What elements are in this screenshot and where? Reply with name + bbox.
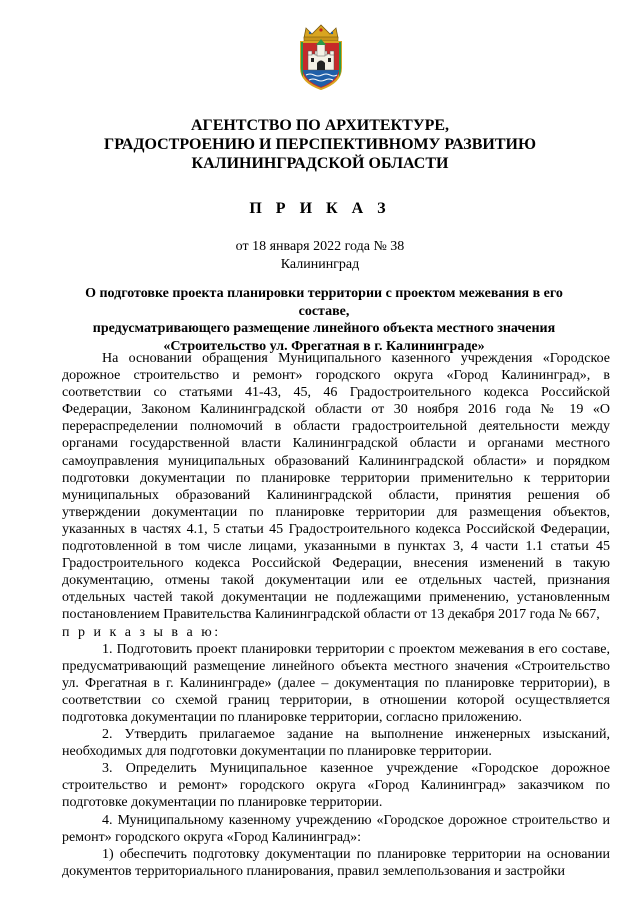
order-item-2: 2. Утвердить прилагаемое задание на выполнение инженерных изысканий, необходимых для подготовки документации по планировке территории.: [62, 727, 610, 760]
order-subject-line: О подготовке проекта планировки территории с проектом межевания в его составе,: [85, 286, 563, 319]
agency-name-line: КАЛИНИНГРАДСКОЙ ОБЛАСТИ: [191, 155, 449, 172]
order-date-number: от 18 января 2022 года № 38: [235, 239, 405, 254]
order-item-1: 1. Подготовить проект планировки территории с проектом межевания в его составе, предусматривающий размещение линейного объекта местного значения «Строительство ул. Фрегатная в г. Калининграде» (далее – документация по планировке территории), в соответствии со схемой границ территории, в отношении которой осуществляется подготовка документации по планировке территории, согласно приложению.: [62, 641, 610, 725]
order-subject-line: «Строительство ул. Фрегатная в г. Калининграде»: [163, 338, 485, 354]
order-date-block: [0, 238, 640, 274]
order-subject-line: предусматривающего размещение линейного объекта местного значения: [92, 321, 556, 336]
agency-name-line: ГРАДОСТРОЕНИЮ И ПЕРСПЕКТИВНОМУ РАЗВИТИЮ: [104, 136, 536, 153]
order-body: [62, 350, 610, 880]
agency-name: [60, 116, 580, 173]
order-item-4-1: 1) обеспечить подготовку документации по планировке территории на основании документов территориального планирования, правил землепользования и застройки: [62, 846, 610, 879]
order-item-3: 3. Определить Муниципальное казенное учреждение «Городское дорожное строительство и ремонт» городского округа «Город Калининград» заказчиком по подготовке документации по планировке территории.: [62, 761, 610, 811]
agency-name-line: АГЕНТСТВО ПО АРХИТЕКТУРЕ,: [190, 117, 450, 134]
order-city: Калининград: [280, 257, 360, 272]
order-item-4: 4. Муниципальному казенному учреждению «Городское дорожное строительство и ремонт» городского округа «Город Калининград»:: [62, 812, 610, 845]
kaliningrad-coat-of-arms-icon: [296, 24, 346, 90]
order-subject: [60, 285, 588, 355]
order-title: П Р И К А З: [249, 200, 391, 217]
preamble-paragraph: На основании обращения Муниципального казенного учреждения «Городское дорожное строительство и ремонт» городского округа «Город Калининград», в соответствии со статьями 41-43, 45, 46 Градостроительного кодекса Российской Федерации, Законом Калининградской области от 30 ноября 2016 года № 19 «О перераспределении полномочий в области градостроительной деятельности между органами государственной власти Калининградской области и органами местного самоуправления муниципальных образований Калининградской области» и порядком подготовки документации по планировке территории применительно к территории муниципальных образований Калининградской области, принятия решения об утверждении документации по планировке территории для размещения объектов, указанных в частях 4.1, 5 статьи 45 Градостроительного кодекса Российской Федерации, подготовленной в том числе лицами, указанными в пунктах 3, 4 части 1.1 статьи 45 Градостроительного кодекса Российской Федерации, внесения изменений в такую документацию, отмены такой документации или ее отдельных частей, признания отдельных частей такой документации не подлежащими применению, установленным постановлением Правительства Калининградской области от 13 декабря 2017 года № 667,: [62, 351, 610, 623]
decree-word: п р и к а з ы в а ю:: [62, 624, 221, 640]
